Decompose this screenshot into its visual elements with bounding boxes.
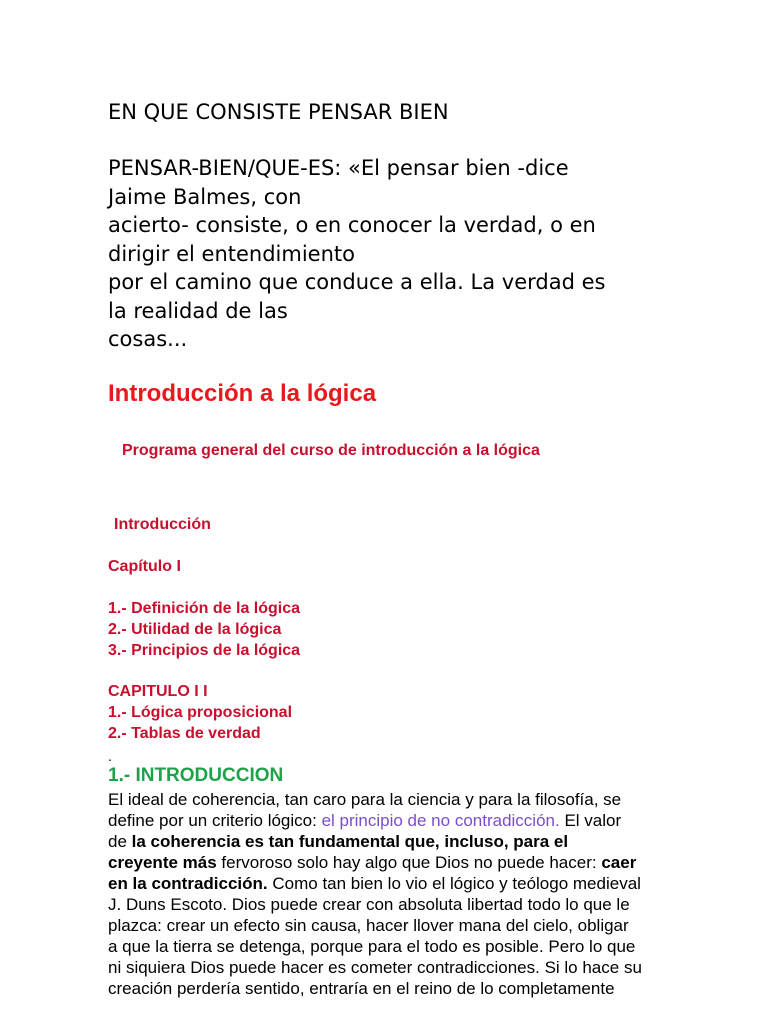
outline-item: 1.- Definición de la lógica [108,600,301,617]
body-line: ni siquiera Dios puede hacer es cometer contradicciones. Si lo hace su [108,958,642,977]
body-text-span: El valor [559,811,622,830]
bold-text: la coherencia es tan fundamental que, incluso, para el [131,832,569,851]
outline-item: 2.- Utilidad de la lógica [108,621,282,638]
separator-dot: . [108,748,112,764]
body-line: a que la tierra se detenga, porque para el todo es posible. Pero lo que [108,937,636,956]
outline-item: 3.- Principios de la lógica [108,642,301,659]
program-title: Programa general del curso de introducción a la lógica [122,442,540,459]
quote-line: dirigir el entendimiento [108,241,355,266]
body-line [108,873,708,894]
intro-heading: 1.- INTRODUCCION [108,765,284,786]
outline-chapter-2: CAPITULO I I [108,683,208,700]
quote-line: Jaime Balmes, con [108,184,302,209]
body-line [108,852,708,873]
body-line: plazca: crear un efecto sin causa, hacer llover mana del cielo, obligar [108,916,629,935]
section-title: Introducción a la lógica [108,380,377,407]
main-title: EN QUE CONSISTE PENSAR BIEN [108,100,449,124]
quote-line: PENSAR-BIEN/QUE-ES: «El pensar bien -dice [108,156,569,180]
quote-line: cosas... [108,327,188,351]
body-text-span: de [108,832,132,851]
outline-item: 2.- Tablas de verdad [108,725,261,742]
bold-text: creyente más [108,853,217,872]
outline-chapter-1: Capítulo I [108,558,181,575]
bold-text: en la contradicción. [108,874,268,893]
principle-link[interactable]: el principio de no contradicción. [321,811,560,830]
bold-text: caer [601,853,637,872]
outline-item: 1.- Lógica proposicional [108,704,293,721]
body-line: El ideal de coherencia, tan caro para la ciencia y para la filosofía, se [108,790,622,809]
intro-body [108,789,708,999]
quote-line: por el camino que conduce a ella. La verdad es [108,270,606,294]
body-line [108,831,708,852]
body-line: creación perdería sentido, entraría en el reino de lo completamente [108,979,615,998]
quote-line: acierto- consiste, o en conocer la verdad, o en [108,213,596,237]
body-line [108,810,708,831]
body-text-span: define por un criterio lógico: [108,811,322,830]
outline-intro: Introducción [114,516,211,533]
body-line: J. Duns Escoto. Dios puede crear con absoluta libertad todo lo que le [108,895,630,914]
body-text-span: fervoroso solo hay algo que Dios no puede hacer: [216,853,602,872]
balmes-quote [108,154,728,354]
quote-line: la realidad de las [108,298,288,323]
body-text-span: Como tan bien lo vio el lógico y teólogo medieval [267,874,641,893]
